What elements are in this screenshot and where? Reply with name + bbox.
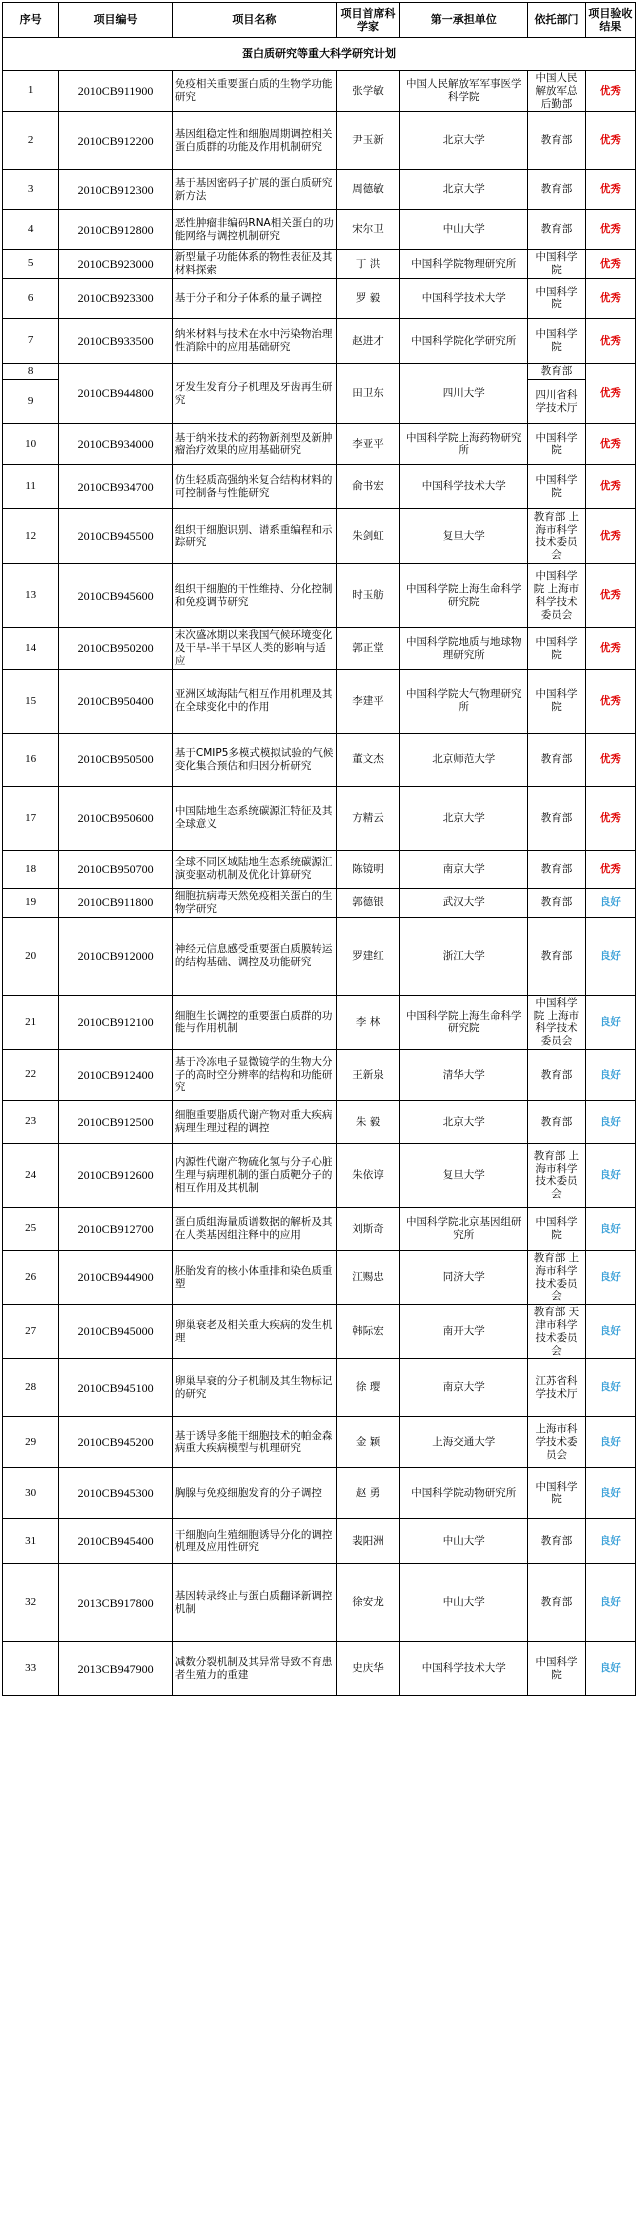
cell-unit: 武汉大学 bbox=[400, 888, 528, 917]
cell-result: 良好 bbox=[585, 917, 635, 995]
cell-chief: 丁 洪 bbox=[336, 250, 399, 279]
cell-dept: 教育部 bbox=[528, 1519, 585, 1564]
cell-code: 2010CB950400 bbox=[59, 669, 173, 733]
cell-result: 良好 bbox=[585, 1519, 635, 1564]
table-row bbox=[3, 733, 636, 786]
cell-name: 卵巢早衰的分子机制及其生物标记的研究 bbox=[172, 1359, 336, 1417]
header-row bbox=[3, 3, 636, 38]
cell-name: 中国陆地生态系统碳源汇特征及其全球意义 bbox=[172, 786, 336, 850]
table-row bbox=[3, 363, 636, 379]
cell-name: 组织干细胞识别、谱系重编程和示踪研究 bbox=[172, 509, 336, 564]
cell-code: 2010CB911900 bbox=[59, 71, 173, 112]
cell-name: 基于纳米技术的药物新剂型及新肿瘤治疗效果的应用基础研究 bbox=[172, 424, 336, 465]
cell-name: 基于冷冻电子显微镜学的生物大分子的高时空分辨率的结构和功能研究 bbox=[172, 1049, 336, 1100]
cell-code: 2010CB945100 bbox=[59, 1359, 173, 1417]
cell-seq: 15 bbox=[3, 669, 59, 733]
cell-code: 2010CB945600 bbox=[59, 564, 173, 628]
table-row bbox=[3, 1519, 636, 1564]
cell-chief: 李 林 bbox=[336, 995, 399, 1049]
cell-name: 基因转录终止与蛋白质翻译新调控机制 bbox=[172, 1564, 336, 1642]
cell-dept: 中国人民解放军总后勤部 bbox=[528, 71, 585, 112]
cell-chief: 韩际宏 bbox=[336, 1305, 399, 1359]
cell-code: 2010CB912400 bbox=[59, 1049, 173, 1100]
cell-code: 2010CB912300 bbox=[59, 170, 173, 210]
cell-code: 2010CB912100 bbox=[59, 995, 173, 1049]
cell-dept: 中国科学院 bbox=[528, 1207, 585, 1250]
cell-name: 胚胎发育的核小体重排和染色质重塑 bbox=[172, 1250, 336, 1304]
cell-result: 优秀 bbox=[585, 424, 635, 465]
cell-unit: 浙江大学 bbox=[400, 917, 528, 995]
cell-code: 2010CB912600 bbox=[59, 1143, 173, 1207]
table-row bbox=[3, 71, 636, 112]
section-row bbox=[3, 38, 636, 71]
table-row bbox=[3, 917, 636, 995]
cell-dept: 教育部 bbox=[528, 1049, 585, 1100]
cell-code: 2010CB923000 bbox=[59, 250, 173, 279]
cell-code: 2010CB912200 bbox=[59, 112, 173, 170]
cell-unit: 中国科学院上海生命科学研究院 bbox=[400, 995, 528, 1049]
cell-unit: 四川大学 bbox=[400, 363, 528, 423]
cell-dept: 教育部 bbox=[528, 1100, 585, 1143]
cell-result: 良好 bbox=[585, 1305, 635, 1359]
cell-code: 2010CB912700 bbox=[59, 1207, 173, 1250]
cell-dept: 四川省科学技术厅 bbox=[528, 380, 585, 424]
cell-result: 优秀 bbox=[585, 733, 635, 786]
table-row bbox=[3, 1468, 636, 1519]
cell-seq: 30 bbox=[3, 1468, 59, 1519]
cell-seq: 16 bbox=[3, 733, 59, 786]
header-seq: 序号 bbox=[3, 3, 59, 38]
cell-result: 优秀 bbox=[585, 278, 635, 318]
table-row bbox=[3, 509, 636, 564]
cell-seq: 2 bbox=[3, 112, 59, 170]
table-row bbox=[3, 669, 636, 733]
cell-code: 2010CB950500 bbox=[59, 733, 173, 786]
cell-chief: 赵 勇 bbox=[336, 1468, 399, 1519]
cell-seq: 9 bbox=[3, 380, 59, 424]
cell-seq: 8 bbox=[3, 363, 59, 379]
cell-chief: 金 颖 bbox=[336, 1417, 399, 1468]
cell-name: 仿生轻质高强纳米复合结构材料的可控制备与性能研究 bbox=[172, 465, 336, 509]
cell-seq: 20 bbox=[3, 917, 59, 995]
table-row bbox=[3, 278, 636, 318]
cell-unit: 北京大学 bbox=[400, 112, 528, 170]
cell-code: 2010CB945000 bbox=[59, 1305, 173, 1359]
cell-name: 基因组稳定性和细胞周期调控相关蛋白质群的功能及作用机制研究 bbox=[172, 112, 336, 170]
cell-unit: 复旦大学 bbox=[400, 1143, 528, 1207]
section-title: 蛋白质研究等重大科学研究计划 bbox=[3, 38, 636, 71]
table-row bbox=[3, 995, 636, 1049]
cell-code: 2010CB912500 bbox=[59, 1100, 173, 1143]
cell-code: 2010CB933500 bbox=[59, 318, 173, 363]
cell-seq: 25 bbox=[3, 1207, 59, 1250]
cell-code: 2010CB911800 bbox=[59, 888, 173, 917]
cell-chief: 罗 毅 bbox=[336, 278, 399, 318]
cell-unit: 中国科学院化学研究所 bbox=[400, 318, 528, 363]
cell-name: 免疫相关重要蛋白质的生物学功能研究 bbox=[172, 71, 336, 112]
cell-dept: 中国科学院 上海市科学技术委员会 bbox=[528, 564, 585, 628]
cell-name: 细胞重要脂质代谢产物对重大疾病病理生理过程的调控 bbox=[172, 1100, 336, 1143]
cell-result: 良好 bbox=[585, 1250, 635, 1304]
cell-name: 新型量子功能体系的物性表征及其材料探索 bbox=[172, 250, 336, 279]
cell-code: 2010CB944800 bbox=[59, 363, 173, 423]
cell-name: 纳米材料与技术在水中污染物治理性消除中的应用基础研究 bbox=[172, 318, 336, 363]
cell-name: 末次盛冰期以来我国气候环境变化及干旱-半干旱区人类的影响与适应 bbox=[172, 628, 336, 669]
cell-unit: 南京大学 bbox=[400, 1359, 528, 1417]
cell-dept: 中国科学院 bbox=[528, 1468, 585, 1519]
cell-dept: 教育部 bbox=[528, 1564, 585, 1642]
cell-dept: 中国科学院 bbox=[528, 424, 585, 465]
cell-name: 基于基因密码子扩展的蛋白质研究新方法 bbox=[172, 170, 336, 210]
cell-chief: 张学敏 bbox=[336, 71, 399, 112]
cell-unit: 中国科学技术大学 bbox=[400, 1642, 528, 1696]
table-row bbox=[3, 786, 636, 850]
cell-code: 2010CB945400 bbox=[59, 1519, 173, 1564]
table-row bbox=[3, 1049, 636, 1100]
cell-name: 胸腺与免疫细胞发育的分子调控 bbox=[172, 1468, 336, 1519]
cell-chief: 刘斯奇 bbox=[336, 1207, 399, 1250]
cell-seq: 13 bbox=[3, 564, 59, 628]
cell-unit: 中国科学院上海生命科学研究院 bbox=[400, 564, 528, 628]
table-row bbox=[3, 318, 636, 363]
cell-result: 优秀 bbox=[585, 250, 635, 279]
table-row bbox=[3, 1564, 636, 1642]
cell-result: 优秀 bbox=[585, 850, 635, 888]
cell-dept: 中国科学院 bbox=[528, 1642, 585, 1696]
cell-unit: 北京大学 bbox=[400, 1100, 528, 1143]
project-table bbox=[2, 2, 636, 1696]
cell-chief: 罗建红 bbox=[336, 917, 399, 995]
cell-chief: 周德敏 bbox=[336, 170, 399, 210]
cell-code: 2010CB950600 bbox=[59, 786, 173, 850]
table-row bbox=[3, 1417, 636, 1468]
cell-result: 良好 bbox=[585, 1049, 635, 1100]
cell-result: 优秀 bbox=[585, 112, 635, 170]
cell-name: 细胞抗病毒天然免疫相关蛋白的生物学研究 bbox=[172, 888, 336, 917]
cell-unit: 中国人民解放军军事医学科学院 bbox=[400, 71, 528, 112]
cell-result: 良好 bbox=[585, 995, 635, 1049]
cell-seq: 14 bbox=[3, 628, 59, 669]
cell-chief: 时玉舫 bbox=[336, 564, 399, 628]
table-row bbox=[3, 465, 636, 509]
cell-chief: 陈镜明 bbox=[336, 850, 399, 888]
cell-name: 基于CMIP5多模式模拟试验的气候变化集合预估和归因分析研究 bbox=[172, 733, 336, 786]
cell-unit: 中国科学院物理研究所 bbox=[400, 250, 528, 279]
cell-name: 细胞生长调控的重要蛋白质群的功能与作用机制 bbox=[172, 995, 336, 1049]
cell-code: 2010CB912800 bbox=[59, 210, 173, 250]
cell-code: 2013CB917800 bbox=[59, 1564, 173, 1642]
cell-chief: 赵进才 bbox=[336, 318, 399, 363]
cell-chief: 朱 毅 bbox=[336, 1100, 399, 1143]
cell-name: 内源性代谢产物硫化氢与分子心脏生理与病理机制的蛋白质靶分子的相互作用及其机制 bbox=[172, 1143, 336, 1207]
cell-unit: 中国科学技术大学 bbox=[400, 278, 528, 318]
cell-result: 良好 bbox=[585, 1100, 635, 1143]
cell-chief: 董文杰 bbox=[336, 733, 399, 786]
cell-code: 2013CB947900 bbox=[59, 1642, 173, 1696]
cell-seq: 33 bbox=[3, 1642, 59, 1696]
cell-seq: 5 bbox=[3, 250, 59, 279]
cell-unit: 清华大学 bbox=[400, 1049, 528, 1100]
cell-code: 2010CB912000 bbox=[59, 917, 173, 995]
table-row bbox=[3, 424, 636, 465]
table-row bbox=[3, 1250, 636, 1304]
cell-result: 优秀 bbox=[585, 786, 635, 850]
cell-chief: 史庆华 bbox=[336, 1642, 399, 1696]
cell-code: 2010CB950200 bbox=[59, 628, 173, 669]
cell-seq: 12 bbox=[3, 509, 59, 564]
cell-unit: 北京师范大学 bbox=[400, 733, 528, 786]
cell-seq: 11 bbox=[3, 465, 59, 509]
cell-dept: 教育部 bbox=[528, 888, 585, 917]
cell-dept: 江苏省科学技术厅 bbox=[528, 1359, 585, 1417]
cell-seq: 18 bbox=[3, 850, 59, 888]
cell-chief: 俞书宏 bbox=[336, 465, 399, 509]
cell-seq: 29 bbox=[3, 1417, 59, 1468]
cell-seq: 31 bbox=[3, 1519, 59, 1564]
cell-dept: 中国科学院 bbox=[528, 669, 585, 733]
cell-chief: 朱依谆 bbox=[336, 1143, 399, 1207]
cell-chief: 田卫东 bbox=[336, 363, 399, 423]
table-row bbox=[3, 1100, 636, 1143]
cell-unit: 中国科学院上海药物研究所 bbox=[400, 424, 528, 465]
cell-chief: 王新泉 bbox=[336, 1049, 399, 1100]
table-row bbox=[3, 1642, 636, 1696]
cell-name: 全球不同区域陆地生态系统碳源汇演变驱动机制及优化计算研究 bbox=[172, 850, 336, 888]
cell-name: 组织干细胞的干性维持、分化控制和免疫调节研究 bbox=[172, 564, 336, 628]
cell-unit: 复旦大学 bbox=[400, 509, 528, 564]
cell-seq: 1 bbox=[3, 71, 59, 112]
cell-result: 优秀 bbox=[585, 669, 635, 733]
table-row bbox=[3, 1207, 636, 1250]
cell-code: 2010CB934700 bbox=[59, 465, 173, 509]
cell-dept: 教育部 上海市科学技术委员会 bbox=[528, 509, 585, 564]
cell-result: 优秀 bbox=[585, 210, 635, 250]
header-result: 项目验收结果 bbox=[585, 3, 635, 38]
cell-name: 卵巢衰老及相关重大疾病的发生机理 bbox=[172, 1305, 336, 1359]
cell-chief: 方精云 bbox=[336, 786, 399, 850]
cell-result: 优秀 bbox=[585, 363, 635, 423]
table-row bbox=[3, 210, 636, 250]
cell-unit: 中山大学 bbox=[400, 1564, 528, 1642]
cell-dept: 教育部 bbox=[528, 917, 585, 995]
cell-result: 优秀 bbox=[585, 71, 635, 112]
cell-unit: 同济大学 bbox=[400, 1250, 528, 1304]
header-unit: 第一承担单位 bbox=[400, 3, 528, 38]
cell-code: 2010CB945500 bbox=[59, 509, 173, 564]
cell-unit: 中山大学 bbox=[400, 210, 528, 250]
cell-dept: 中国科学院 bbox=[528, 250, 585, 279]
cell-dept: 中国科学院 bbox=[528, 628, 585, 669]
cell-seq: 27 bbox=[3, 1305, 59, 1359]
cell-unit: 北京大学 bbox=[400, 170, 528, 210]
cell-result: 优秀 bbox=[585, 564, 635, 628]
cell-dept: 教育部 上海市科学技术委员会 bbox=[528, 1250, 585, 1304]
cell-unit: 中山大学 bbox=[400, 1519, 528, 1564]
cell-seq: 3 bbox=[3, 170, 59, 210]
cell-unit: 北京大学 bbox=[400, 786, 528, 850]
cell-result: 良好 bbox=[585, 1143, 635, 1207]
cell-code: 2010CB945200 bbox=[59, 1417, 173, 1468]
cell-chief: 李建平 bbox=[336, 669, 399, 733]
cell-result: 优秀 bbox=[585, 170, 635, 210]
cell-dept: 中国科学院 bbox=[528, 465, 585, 509]
cell-chief: 李亚平 bbox=[336, 424, 399, 465]
cell-seq: 17 bbox=[3, 786, 59, 850]
cell-seq: 4 bbox=[3, 210, 59, 250]
cell-seq: 10 bbox=[3, 424, 59, 465]
header-name: 项目名称 bbox=[172, 3, 336, 38]
cell-result: 优秀 bbox=[585, 318, 635, 363]
cell-dept: 教育部 bbox=[528, 170, 585, 210]
cell-result: 优秀 bbox=[585, 465, 635, 509]
cell-dept: 中国科学院 bbox=[528, 278, 585, 318]
cell-seq: 26 bbox=[3, 1250, 59, 1304]
cell-seq: 24 bbox=[3, 1143, 59, 1207]
cell-unit: 中国科学院地质与地球物理研究所 bbox=[400, 628, 528, 669]
table-row bbox=[3, 1143, 636, 1207]
cell-dept: 教育部 bbox=[528, 112, 585, 170]
cell-chief: 郭正堂 bbox=[336, 628, 399, 669]
header-dept: 依托部门 bbox=[528, 3, 585, 38]
table-row bbox=[3, 170, 636, 210]
cell-dept: 教育部 天津市科学技术委员会 bbox=[528, 1305, 585, 1359]
cell-name: 基于分子和分子体系的量子调控 bbox=[172, 278, 336, 318]
cell-dept: 中国科学院 上海市科学技术委员会 bbox=[528, 995, 585, 1049]
cell-seq: 7 bbox=[3, 318, 59, 363]
cell-unit: 南开大学 bbox=[400, 1305, 528, 1359]
cell-name: 神经元信息感受重要蛋白质膜转运的结构基础、调控及功能研究 bbox=[172, 917, 336, 995]
cell-dept: 上海市科学技术委员会 bbox=[528, 1417, 585, 1468]
cell-seq: 6 bbox=[3, 278, 59, 318]
cell-chief: 徐安龙 bbox=[336, 1564, 399, 1642]
cell-name: 干细胞向生殖细胞诱导分化的调控机理及应用性研究 bbox=[172, 1519, 336, 1564]
cell-result: 良好 bbox=[585, 1417, 635, 1468]
cell-name: 基于诱导多能干细胞技术的帕金森病重大疾病模型与机理研究 bbox=[172, 1417, 336, 1468]
cell-seq: 21 bbox=[3, 995, 59, 1049]
table-row bbox=[3, 1359, 636, 1417]
cell-chief: 徐 璎 bbox=[336, 1359, 399, 1417]
cell-dept: 中国科学院 bbox=[528, 318, 585, 363]
cell-seq: 23 bbox=[3, 1100, 59, 1143]
cell-result: 良好 bbox=[585, 1564, 635, 1642]
cell-seq: 19 bbox=[3, 888, 59, 917]
cell-name: 牙发生发育分子机理及牙齿再生研究 bbox=[172, 363, 336, 423]
cell-dept: 教育部 bbox=[528, 210, 585, 250]
cell-code: 2010CB944900 bbox=[59, 1250, 173, 1304]
cell-dept: 教育部 上海市科学技术委员会 bbox=[528, 1143, 585, 1207]
cell-result: 良好 bbox=[585, 888, 635, 917]
cell-code: 2010CB945300 bbox=[59, 1468, 173, 1519]
cell-name: 蛋白质组海量质谱数据的解析及其在人类基因组注释中的应用 bbox=[172, 1207, 336, 1250]
cell-chief: 郭德银 bbox=[336, 888, 399, 917]
cell-seq: 32 bbox=[3, 1564, 59, 1642]
header-code: 项目编号 bbox=[59, 3, 173, 38]
cell-unit: 中国科学院大气物理研究所 bbox=[400, 669, 528, 733]
cell-seq: 28 bbox=[3, 1359, 59, 1417]
cell-dept: 教育部 bbox=[528, 733, 585, 786]
cell-dept: 教育部 bbox=[528, 786, 585, 850]
cell-unit: 南京大学 bbox=[400, 850, 528, 888]
cell-name: 亚洲区域海陆气相互作用机理及其在全球变化中的作用 bbox=[172, 669, 336, 733]
table-row bbox=[3, 1305, 636, 1359]
cell-result: 优秀 bbox=[585, 628, 635, 669]
cell-unit: 中国科学院动物研究所 bbox=[400, 1468, 528, 1519]
table-row bbox=[3, 250, 636, 279]
cell-unit: 上海交通大学 bbox=[400, 1417, 528, 1468]
cell-dept: 教育部 bbox=[528, 363, 585, 379]
table-row bbox=[3, 112, 636, 170]
cell-chief: 裴阳洲 bbox=[336, 1519, 399, 1564]
cell-result: 良好 bbox=[585, 1359, 635, 1417]
cell-result: 良好 bbox=[585, 1207, 635, 1250]
cell-code: 2010CB950700 bbox=[59, 850, 173, 888]
cell-result: 优秀 bbox=[585, 509, 635, 564]
cell-seq: 22 bbox=[3, 1049, 59, 1100]
cell-result: 良好 bbox=[585, 1642, 635, 1696]
table-row bbox=[3, 628, 636, 669]
table-row bbox=[3, 888, 636, 917]
cell-unit: 中国科学技术大学 bbox=[400, 465, 528, 509]
cell-dept: 教育部 bbox=[528, 850, 585, 888]
table-row bbox=[3, 564, 636, 628]
cell-code: 2010CB923300 bbox=[59, 278, 173, 318]
cell-chief: 朱剑虹 bbox=[336, 509, 399, 564]
cell-name: 恶性肿瘤非编码RNA相关蛋白的功能网络与调控机制研究 bbox=[172, 210, 336, 250]
header-chief: 项目首席科学家 bbox=[336, 3, 399, 38]
cell-result: 良好 bbox=[585, 1468, 635, 1519]
cell-chief: 江赐忠 bbox=[336, 1250, 399, 1304]
cell-name: 减数分裂机制及其异常导致不育患者生殖力的重建 bbox=[172, 1642, 336, 1696]
table-row bbox=[3, 850, 636, 888]
cell-chief: 尹玉新 bbox=[336, 112, 399, 170]
cell-unit: 中国科学院北京基因组研究所 bbox=[400, 1207, 528, 1250]
cell-code: 2010CB934000 bbox=[59, 424, 173, 465]
cell-chief: 宋尔卫 bbox=[336, 210, 399, 250]
